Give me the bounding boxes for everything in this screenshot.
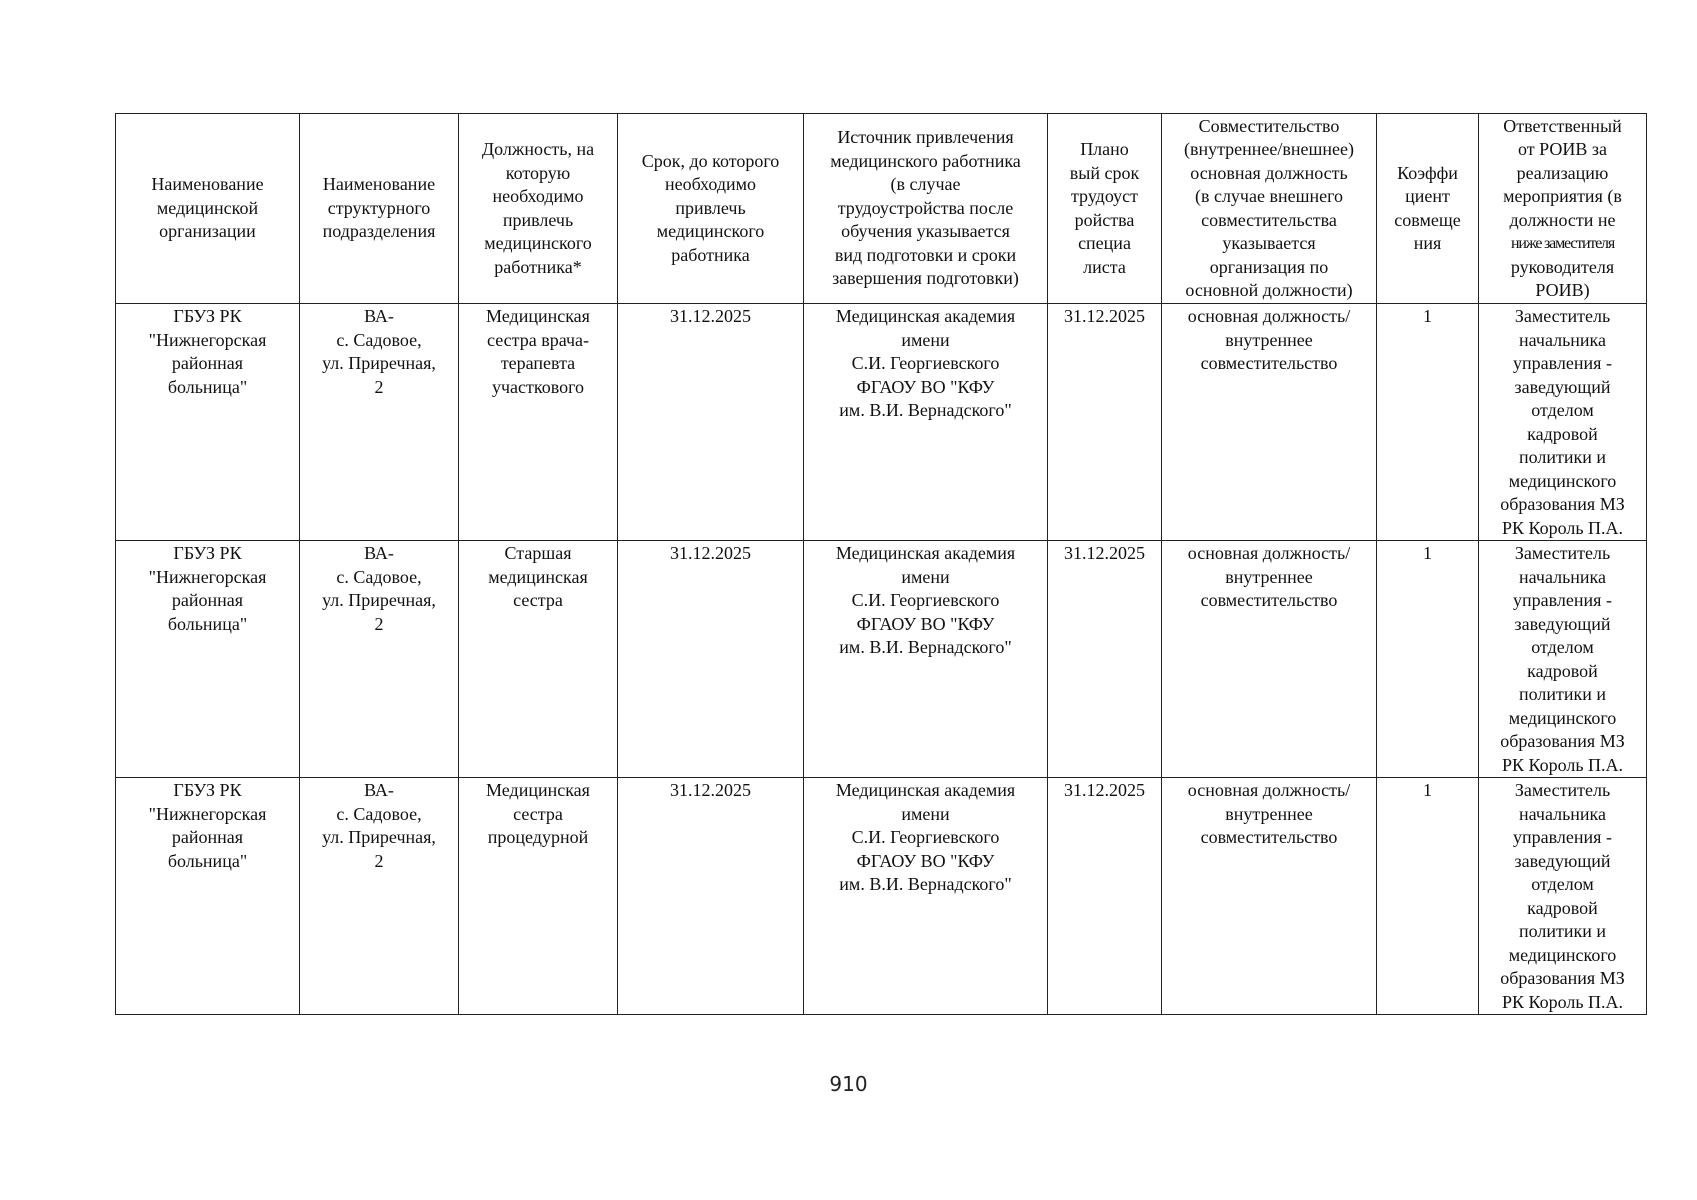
page-number: 910 [829,1072,868,1096]
cell-position: Медицинская сестра процедурной [459,778,618,1015]
cell-responsible: Заместитель начальника управления - заведующий отделом кадровой политики и медицинского образования МЗ РК Король П.А. [1479,304,1647,541]
cell-coefficient: 1 [1377,304,1479,541]
table-header-row [116,114,1647,304]
cell-coefficient: 1 [1377,541,1479,778]
cell-division: ВА- с. Садовое, ул. Приречная, 2 [300,304,459,541]
header-division: Наименование структурного подразделения [300,114,459,304]
cell-deadline: 31.12.2025 [618,304,804,541]
header-position: Должность, на которую необходимо привлечь медицинского работника* [459,114,618,304]
header-coefficient: Коэффи циент совмеще ния [1377,114,1479,304]
cell-position: Старшая медицинская сестра [459,541,618,778]
cell-responsible: Заместитель начальника управления - заведующий отделом кадровой политики и медицинского образования МЗ РК Король П.А. [1479,778,1647,1015]
cell-division: ВА- с. Садовое, ул. Приречная, 2 [300,778,459,1015]
cell-source: Медицинская академия имени С.И. Георгиевского ФГАОУ ВО "КФУ им. В.И. Вернадского" [804,778,1048,1015]
cell-planned-date: 31.12.2025 [1048,541,1162,778]
table-row [116,778,1647,1015]
header-organization: Наименование медицинской организации [116,114,300,304]
header-combination: Совместительство (внутреннее/внешнее) основная должность (в случае внешнего совместительства указывается организация по основной должности) [1162,114,1377,304]
cell-responsible: Заместитель начальника управления - заведующий отделом кадровой политики и медицинского образования МЗ РК Король П.А. [1479,541,1647,778]
table-row [116,541,1647,778]
header-deadline: Срок, до которого необходимо привлечь медицинского работника [618,114,804,304]
cell-coefficient: 1 [1377,778,1479,1015]
cell-source: Медицинская академия имени С.И. Георгиевского ФГАОУ ВО "КФУ им. В.И. Вернадского" [804,304,1048,541]
cell-combination: основная должность/ внутреннее совместительство [1162,304,1377,541]
table-row [116,304,1647,541]
cell-source: Медицинская академия имени С.И. Георгиевского ФГАОУ ВО "КФУ им. В.И. Вернадского" [804,541,1048,778]
cell-deadline: 31.12.2025 [618,541,804,778]
cell-deadline: 31.12.2025 [618,778,804,1015]
cell-organization: ГБУЗ РК "Нижнегорская районная больница" [116,541,300,778]
cell-division: ВА- с. Садовое, ул. Приречная, 2 [300,541,459,778]
cell-organization: ГБУЗ РК "Нижнегорская районная больница" [116,304,300,541]
cell-planned-date: 31.12.2025 [1048,778,1162,1015]
header-responsible: Ответственный от РОИВ за реализацию мероприятия (в должности не ниже заместителя руководителя РОИВ) [1479,114,1647,304]
cell-position: Медицинская сестра врача- терапевта участкового [459,304,618,541]
staffing-table [115,113,1647,1015]
cell-combination: основная должность/ внутреннее совместительство [1162,541,1377,778]
cell-organization: ГБУЗ РК "Нижнегорская районная больница" [116,778,300,1015]
cell-planned-date: 31.12.2025 [1048,304,1162,541]
header-source: Источник привлечения медицинского работника (в случае трудоустройства после обучения указывается вид подготовки и сроки завершения подготовки) [804,114,1048,304]
header-planned-date: Плано вый срок трудоуст ройства специа листа [1048,114,1162,304]
cell-combination: основная должность/ внутреннее совместительство [1162,778,1377,1015]
